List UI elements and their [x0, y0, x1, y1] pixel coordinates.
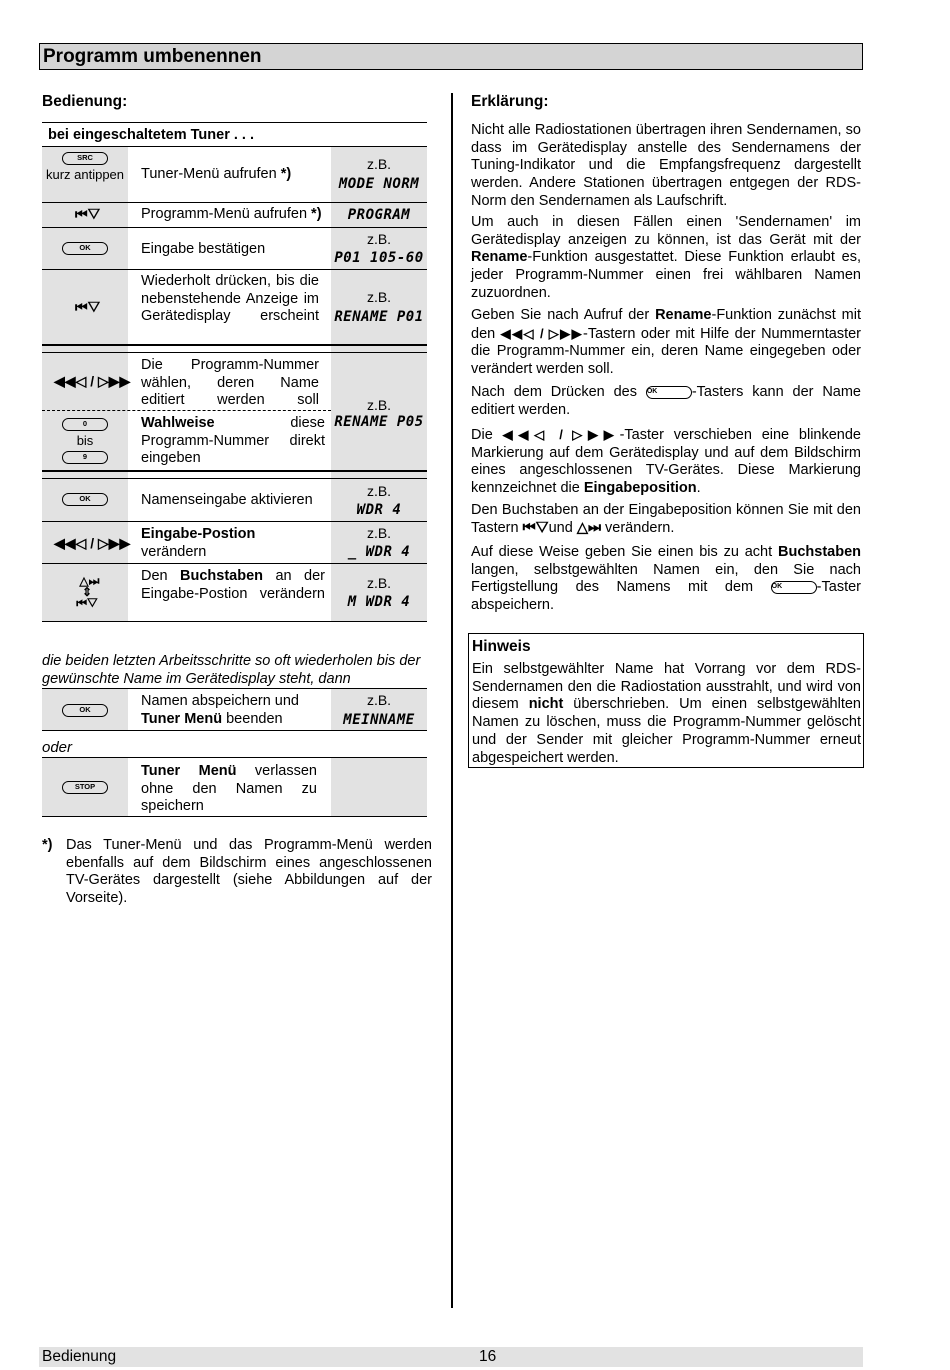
paragraph-7: Auf diese Weise geben Sie einen bis zu acht Buchstaben langen, selbstgewählten Namen ein, den Sie nach Fertigstellung des Namens mit dem OK -Taster abspeichern. — [471, 544, 861, 614]
zb-label: z.B. — [366, 156, 392, 172]
row-text: Eingabe bestätigen — [141, 241, 266, 257]
hinweis-title: Hinweis — [472, 638, 531, 655]
zb-label: z.B. — [366, 692, 392, 708]
menu-icon[interactable]: ⏮▽ — [75, 206, 101, 222]
display-text: MEINNAME — [343, 712, 415, 728]
stop-button[interactable]: STOP — [62, 781, 108, 794]
prev-next-icon[interactable]: ◀◀◁ / ▷▶▶ — [54, 373, 131, 389]
page-title: Programm umbenennen — [43, 46, 262, 67]
display-text: RENAME P05 — [334, 414, 424, 430]
left-heading: Bedienung: — [42, 93, 128, 110]
paragraph-2: Um auch in diesen Fällen einen 'Sendernamen' im Gerätedisplay anzeigen zu können, ist das Gerät mit der Rename-Funktion ausgestattet. Diese Funktion erlaubt es, jeder Programm-Nummer einen frei wählbaren Namen zuzuordnen. — [471, 214, 861, 301]
rule — [42, 344, 427, 346]
paragraph-5: Die ◀◀◁ / ▷▶▶-Taster verschieben eine blinkende Markierung auf dem Gerätedisplay und auf dem Bildschirm eines angeschlossenen TV-Gerätes. Diese Markierung kennzeichnet die Eingabeposition. — [471, 427, 861, 497]
zb-label: z.B. — [366, 525, 392, 541]
menu-icon[interactable]: ⏮▽ — [75, 299, 101, 315]
repeat-note: die beiden letzten Arbeitsschritte so oft wiederholen bis der gewünschte Name im Gerätedisplay steht, dann — [42, 653, 421, 687]
ok-button-icon: OK — [771, 581, 817, 594]
footnote-text: Das Tuner-Menü und das Programm-Menü werden ebenfalls auf dem Bildschirm eines angeschlossenen TV-Gerätes dargestellt (siehe Abbildungen auf der Vorseite). — [66, 837, 432, 906]
oder-label: oder — [42, 739, 73, 756]
display-text: MODE NORM — [338, 176, 420, 192]
paragraph-1: Nicht alle Radiostationen übertragen ihren Sendernamen, so dass im Gerätedisplay anstelle des Sendernamens der Tuning-Indikator und die Empfangsfrequenz dargestellt werden. Andere Stationen übertragen entgegen der RDS-Norm den Sendernamen als Laufschrift. — [471, 122, 861, 209]
rule — [42, 352, 427, 353]
menu-icon: ⏮▽ — [522, 519, 549, 536]
row-text: Die Programm-Nummer wählen, deren Name editiert werden soll — [141, 357, 319, 409]
display-text: WDR 4 — [356, 502, 402, 518]
footer-section: Bedienung — [42, 1348, 117, 1365]
row-text: Wahlweise diese Programm-Nummer direkt eingeben — [141, 415, 325, 467]
zb-label: z.B. — [366, 397, 392, 413]
rule — [42, 521, 427, 522]
rule — [42, 563, 427, 564]
zb-label: z.B. — [366, 483, 392, 499]
row-text: Programm-Menü aufrufen *) — [141, 206, 322, 222]
rule — [42, 227, 427, 228]
display-column-bg — [331, 758, 427, 816]
zb-label: z.B. — [366, 289, 392, 305]
hinweis-text: Ein selbstgewählter Name hat Vorrang vor dem RDS-Sendernamen den die Radiostation ausstrahlt, und wird von diesem nicht überschrieben. Um einen selbstgewählten Namen zu löschen, muss die Programm-Nummer gelöscht und der Sender mit gleicher Programm-Nummer erneut abgespeichert werden. — [472, 661, 861, 766]
row-text: Den Buchstaben an der Eingabe-Postion verändern — [141, 568, 325, 602]
key-caption: bis — [76, 433, 94, 448]
hinweis-box — [468, 633, 864, 768]
prev-next-icon[interactable]: ◀◀◁ / ▷▶▶ — [54, 535, 131, 551]
key-9-button[interactable]: 9 — [62, 451, 108, 464]
up-icon: △⏭ — [576, 519, 602, 536]
page-number: 16 — [479, 1348, 497, 1365]
dashed-rule — [42, 410, 331, 411]
rule — [42, 202, 427, 203]
key-0-button[interactable]: 0 — [62, 418, 108, 431]
row-text: Eingabe-Postion verändern — [141, 526, 256, 560]
footnote-mark: *) — [42, 837, 53, 853]
page-footer — [39, 1347, 863, 1367]
rule — [42, 122, 427, 123]
page-title-bar — [39, 43, 863, 70]
ok-button[interactable]: OK — [62, 493, 108, 506]
paragraph-4: Nach dem Drücken des OK -Tasters kann der Name editiert werden. — [471, 384, 861, 418]
rule — [42, 478, 427, 479]
column-divider — [451, 93, 453, 1308]
rule — [42, 470, 427, 472]
zb-label: z.B. — [366, 575, 392, 591]
ok-button-icon: OK — [646, 386, 692, 399]
prev-next-icon: ◀◀◁ / ▷▶▶ — [500, 325, 584, 341]
paragraph-3: Geben Sie nach Aufruf der Rename-Funktion zunächst mit den ◀◀◁ / ▷▶▶-Tastern oder mit Hilfe der Nummerntaster die Programm-Nummer ein, deren Name eingegeben oder verändert werden soll. — [471, 307, 861, 378]
rule — [42, 269, 427, 270]
paragraph-6: Den Buchstaben an der Eingabeposition können Sie mit den Tastern ⏮▽und △⏭ verändern. — [471, 502, 861, 536]
right-heading: Erklärung: — [471, 93, 549, 110]
key-caption: kurz antippen — [45, 167, 125, 182]
row-text: Namenseingabe aktivieren — [141, 492, 313, 508]
display-text: M WDR 4 — [347, 594, 411, 610]
prev-next-icon: ◀◀◁ / ▷▶▶ — [502, 427, 620, 442]
ok-button[interactable]: OK — [62, 704, 108, 717]
ok-button[interactable]: OK — [62, 242, 108, 255]
row-text: Wiederholt drücken, bis die nebenstehende Anzeige im Gerätedisplay erscheint — [141, 273, 319, 325]
display-text: RENAME P01 — [334, 309, 424, 325]
display-text: PROGRAM — [347, 207, 411, 223]
row-text: Tuner-Menü aufrufen *) — [141, 166, 292, 182]
src-button[interactable]: SRC — [62, 152, 108, 165]
subheading: bei eingeschaltetem Tuner . . . — [48, 127, 255, 143]
rule — [42, 816, 427, 817]
row-text: Namen abspeichern und Tuner Menü beenden — [141, 693, 299, 727]
zb-label: z.B. — [366, 231, 392, 247]
rule — [42, 621, 427, 622]
row-text: Tuner Menü verlassen ohne den Namen zu speichern — [141, 763, 317, 815]
rule — [42, 730, 427, 731]
up-down-icon[interactable]: △⏭ ⇕ ⏮▽ — [76, 574, 100, 610]
display-text: _ WDR 4 — [347, 544, 411, 560]
display-text: P01 105-60 — [334, 250, 424, 266]
